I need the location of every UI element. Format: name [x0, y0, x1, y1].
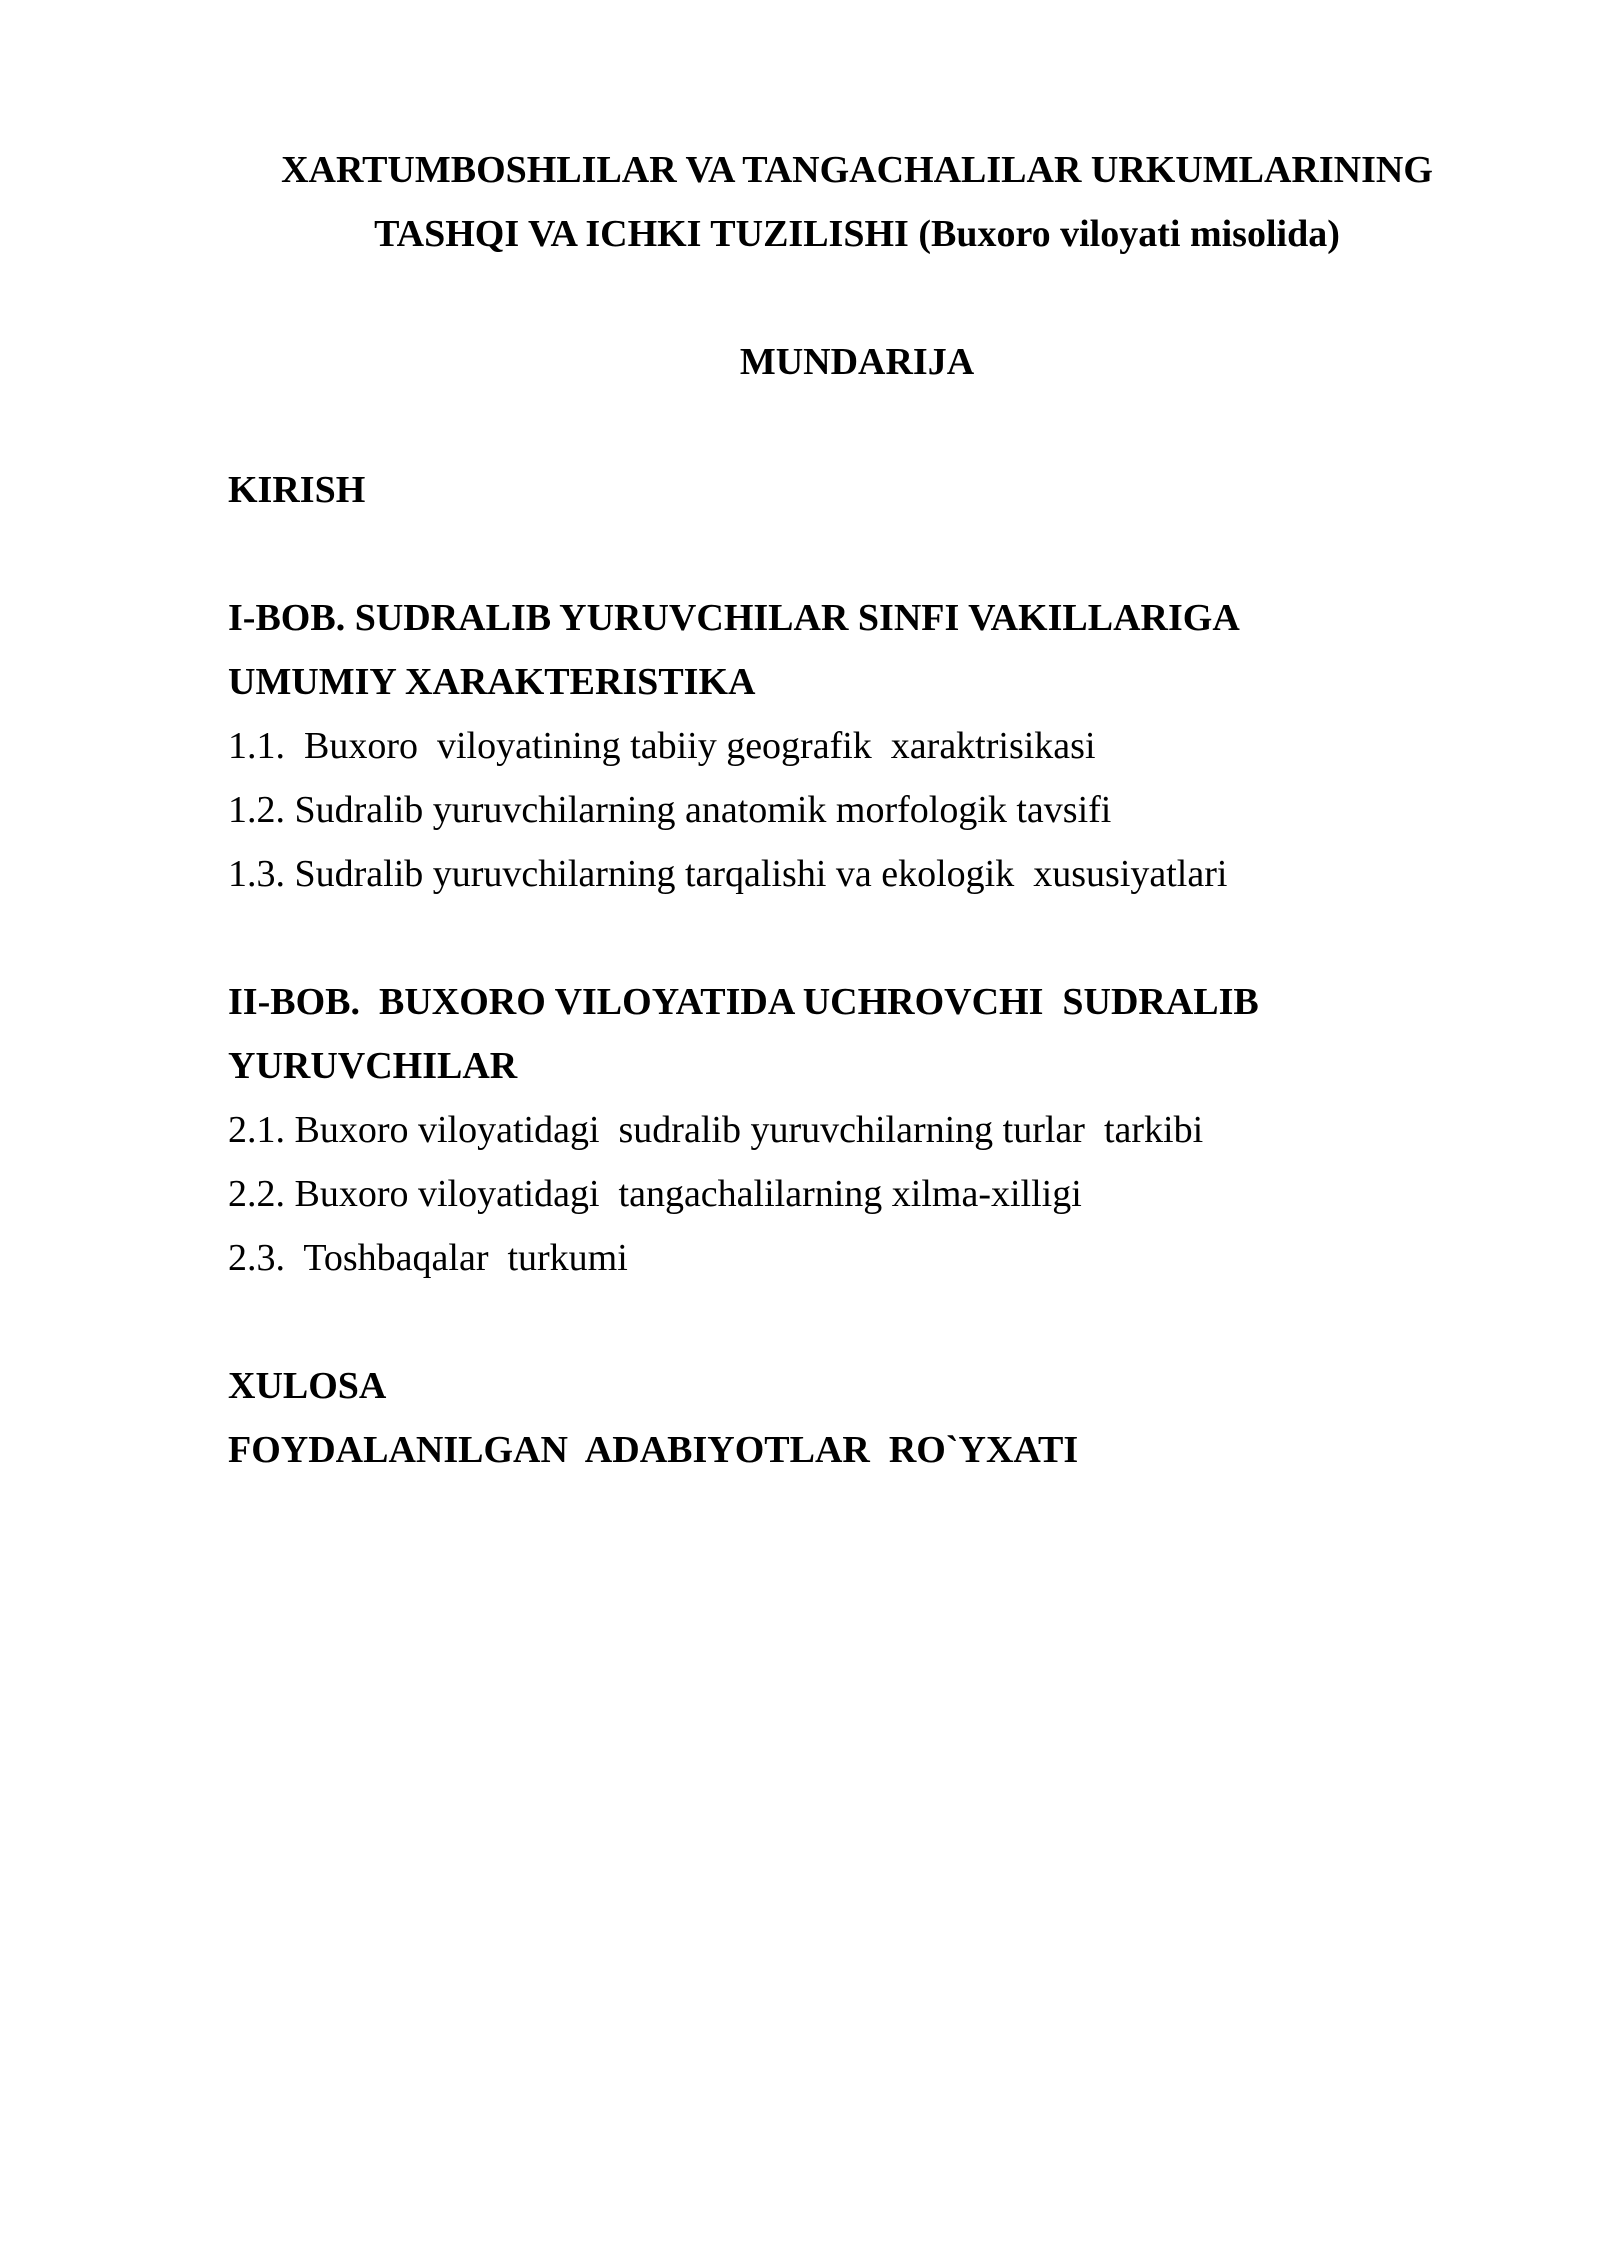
toc-entry-kirish: KIRISH [228, 469, 366, 511]
blank-line [228, 1290, 1486, 1354]
chapter-1-heading-line-2: UMUMIY XARAKTERISTIKA [228, 661, 756, 703]
chapter-1-heading-line-1: I-BOB. SUDRALIB YURUVCHILAR SINFI VAKILLARIGA [228, 597, 1240, 639]
toc-entry-1-2: 1.2. Sudralib yuruvchilarning anatomik morfologik tavsifi [228, 789, 1112, 831]
blank-line [228, 394, 1486, 458]
toc-entry-xulosa: XULOSA [228, 1365, 387, 1407]
document-title-line-2: TASHQI VA ICHKI TUZILISHI (Buxoro viloyati misolida) [374, 213, 1340, 255]
toc-entry-1-1: 1.1. Buxoro viloyatining tabiiy geografik xaraktrisikasi [228, 725, 1096, 767]
toc-entry-2-2: 2.2. Buxoro viloyatidagi tangachalilarning xilma-xilligi [228, 1173, 1082, 1215]
toc-entry-2-1: 2.1. Buxoro viloyatidagi sudralib yuruvchilarning turlar tarkibi [228, 1109, 1204, 1151]
toc-entry-references: FOYDALANILGAN ADABIYOTLAR RO`YXATI [228, 1429, 1079, 1471]
blank-line [228, 266, 1486, 330]
blank-line [228, 522, 1486, 586]
toc-entry-2-3: 2.3. Toshbaqalar turkumi [228, 1237, 628, 1279]
chapter-2-heading-line-2: YURUVCHILAR [228, 1045, 518, 1087]
toc-entry-1-3: 1.3. Sudralib yuruvchilarning tarqalishi va ekologik xususiyatlari [228, 853, 1228, 895]
chapter-2-heading-line-1: II-BOB. BUXORO VILOYATIDA UCHROVCHI SUDRALIB [228, 981, 1259, 1023]
document-title-line-1: XARTUMBOSHLILAR VA TANGACHALILAR URKUMLARINING [281, 149, 1433, 191]
blank-line [228, 906, 1486, 970]
toc-heading: MUNDARIJA [739, 341, 975, 383]
